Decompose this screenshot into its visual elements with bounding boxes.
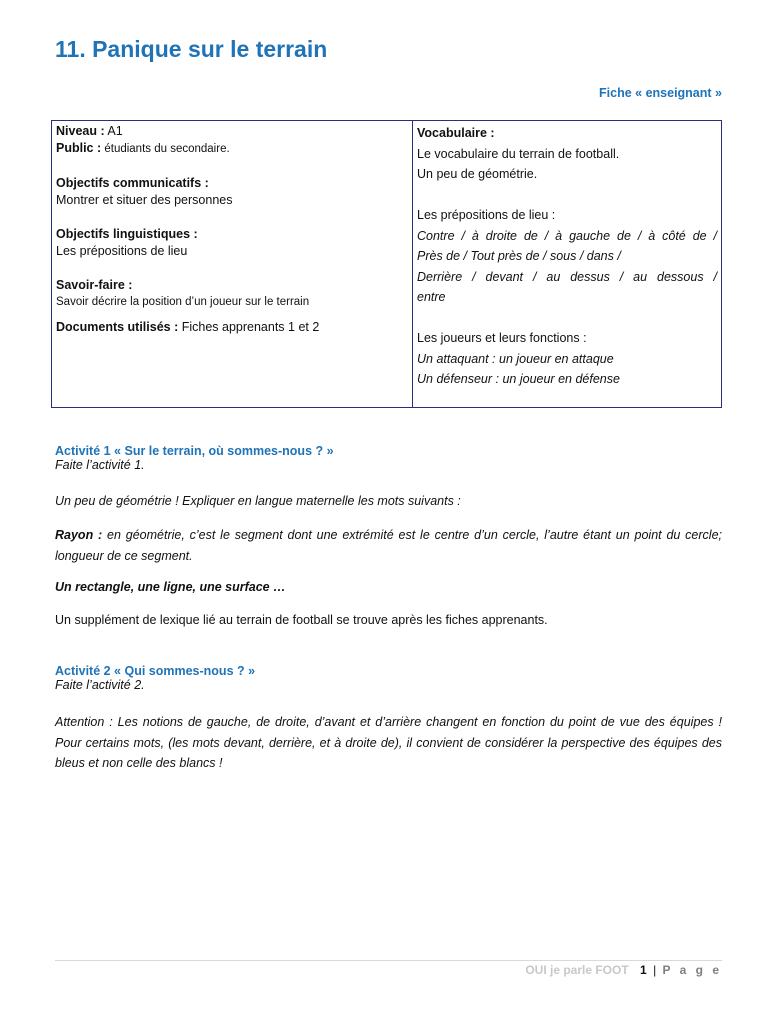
prep-line-1: Contre / à droite de / à gauche de / à côté de /: [417, 228, 717, 243]
players-line-2: Un défenseur : un joueur en défense: [417, 372, 620, 386]
activity-2-heading: Activité 2 « Qui sommes-nous ? »: [55, 664, 256, 678]
footer-brand: OUI je parle FOOT: [525, 963, 629, 977]
shapes-block: [55, 580, 722, 594]
obj-comm-label: Objectifs communicatifs :: [56, 176, 209, 190]
obj-ling-label: Objectifs linguistiques :: [56, 227, 198, 241]
supplement-block: [55, 613, 722, 627]
activity-1-instruction: Faite l’activité 1.: [55, 458, 145, 472]
vocab-line-1: Le vocabulaire du terrain de football.: [417, 146, 620, 161]
footer-separator: |: [653, 963, 657, 977]
niveau-line: [56, 123, 408, 140]
info-right-cell: [413, 121, 722, 408]
footer-page-number: 1: [640, 963, 647, 977]
savoir-label: Savoir-faire :: [56, 278, 133, 292]
public-label: Public :: [56, 141, 102, 155]
rayon-term: Rayon :: [55, 528, 103, 542]
players-line-1: Un attaquant : un joueur en attaque: [417, 351, 614, 366]
activity-1-intro-block: [55, 494, 722, 508]
activity-1-header: [55, 444, 722, 472]
docs-value: Fiches apprenants 1 et 2: [178, 320, 320, 334]
activity-1-heading: Activité 1 « Sur le terrain, où sommes-nous ? »: [55, 444, 334, 458]
info-table: [51, 120, 722, 408]
players-heading: Les joueurs et leurs fonctions :: [417, 331, 587, 345]
page-title: 11. Panique sur le terrain: [55, 36, 328, 62]
rayon-paragraph: [55, 525, 722, 566]
prep-line-2: Près de / Tout près de / sous / dans /: [417, 249, 621, 263]
niveau-label: Niveau :: [56, 124, 105, 138]
docs-label: Documents utilisés :: [56, 320, 179, 334]
footer-divider: [55, 960, 722, 961]
public-line: [56, 140, 408, 158]
prep-heading: Les prépositions de lieu :: [417, 208, 556, 222]
prep-line-3: Derrière / devant / au dessus / au dessous /: [417, 269, 717, 284]
page-footer: [525, 963, 722, 977]
activity-2-instruction: Faite l’activité 2.: [55, 678, 145, 692]
supplement-line: Un supplément de lexique lié au terrain de football se trouve après les fiches apprenants.: [55, 613, 548, 627]
obj-ling-value: Les prépositions de lieu: [56, 244, 188, 258]
rayon-definition: en géométrie, c’est le segment dont une extrémité est le centre d’un cercle, l’autre étant un point du cercle; longueur de ce segment.: [55, 528, 722, 563]
docs-line: [56, 319, 408, 336]
public-value: étudiants du secondaire.: [101, 143, 230, 155]
info-left-cell: [52, 121, 413, 408]
attention-block: [55, 712, 722, 774]
activity-1-intro: Un peu de géométrie ! Expliquer en langue maternelle les mots suivants :: [55, 494, 461, 508]
savoir-value: Savoir décrire la position d’un joueur sur le terrain: [56, 296, 310, 308]
attention-paragraph: Attention : Les notions de gauche, de droite, d’avant et d’arrière changent en fonction du point de vue des équipes ! Pour certains mots, (les mots devant, derrière, et à droite de), il convient de considérer la perspective des équipes des bleus et non celle des blancs !: [55, 715, 722, 770]
rayon-block: [55, 525, 722, 566]
prep-line-4: entre: [417, 290, 446, 304]
vocab-label: Vocabulaire :: [417, 126, 495, 140]
vocab-line-2: Un peu de géométrie.: [417, 167, 538, 181]
fiche-label: Fiche « enseignant »: [599, 86, 722, 100]
shapes-line: Un rectangle, une ligne, une surface …: [55, 580, 286, 594]
niveau-value: A1: [104, 124, 123, 138]
obj-comm-value: Montrer et situer des personnes: [56, 193, 233, 207]
footer-page-label: P a g e: [662, 963, 722, 977]
activity-2-header: [55, 664, 722, 692]
